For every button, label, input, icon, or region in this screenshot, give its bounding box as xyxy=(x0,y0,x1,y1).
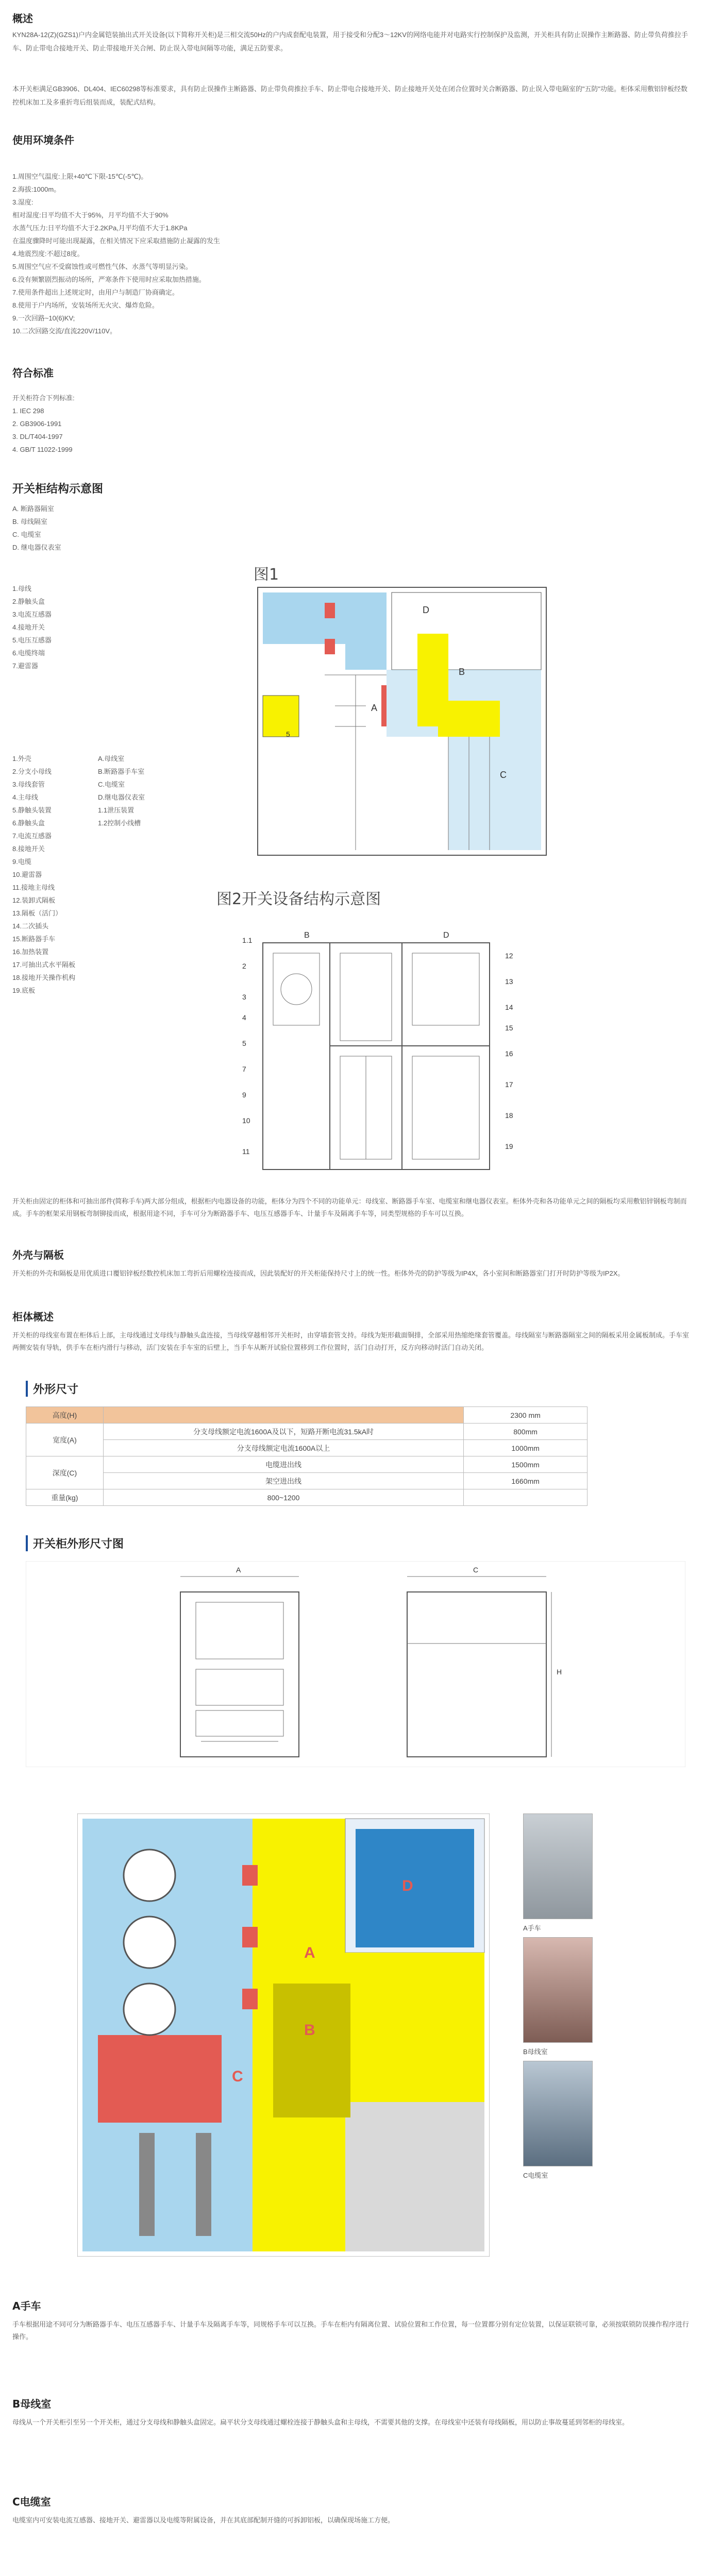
photo-caption: C电缆室 xyxy=(523,2172,548,2179)
table-row xyxy=(26,1473,588,1489)
parts-b-list xyxy=(98,752,145,829)
svg-text:D: D xyxy=(423,605,429,615)
environment-item: 5.周围空气应不受腐蚀性或可燃性气体、水蒸气等明显污染。 xyxy=(12,263,192,270)
environment-list xyxy=(12,170,476,337)
outline-diagram xyxy=(26,1561,685,1767)
part-item: 19.底板 xyxy=(12,987,36,994)
svg-text:4: 4 xyxy=(242,1013,246,1022)
part-item: 15.断路器手车 xyxy=(12,935,56,943)
overview-text-1: KYN28A-12(Z)(GZS1)户内金属铠装抽出式开关设备(以下简称开关柜)是三相交流50Hz的户内成套配电装置，用于接受和分配3～12KV的网络电能并对电路实行控制保护及监测，开关柜具有防止误操作主断路器、防止带负荷推拉手车、防止带电合接地开关、防止带接地开关合闸、防止误入带电间隔等功能，满足五防要求。 xyxy=(12,31,688,52)
parts-a-list xyxy=(12,752,75,997)
svg-text:5: 5 xyxy=(242,1039,246,1047)
section-b-text: 母线从一个开关柜引至另一个开关柜，通过分支母线和静触头盒固定。扁平状分支母线通过螺栓连接于静触头盒和主母线，不需要其他的支撑。在母线室中还装有母线隔板，用以防止事故蔓延到邻柜的母线室。 xyxy=(12,2418,629,2426)
standards-list xyxy=(12,392,75,456)
compartment-list xyxy=(12,502,61,554)
overview-title: 概述 xyxy=(12,12,33,25)
svg-text:17: 17 xyxy=(505,1080,513,1089)
environment-item: 4.地震烈度:不超过8度。 xyxy=(12,250,84,258)
photo-caption: B母线室 xyxy=(523,2048,548,2056)
svg-text:C: C xyxy=(500,770,507,780)
table-cell: 架空进出线 xyxy=(103,1473,463,1489)
fig2-title: 图2开关设备结构示意图 xyxy=(216,890,381,908)
environment-item: 在温度骤降时可能出现凝露，在相关情况下应采取措施防止凝露的发生 xyxy=(12,237,221,245)
part-item: A.母线室 xyxy=(98,755,125,762)
part-item: 1.1泄压装置 xyxy=(98,806,135,814)
environment-item: 2.海拔:1000m。 xyxy=(12,185,61,193)
photo-b-busbar xyxy=(523,1937,593,2043)
part-item: 8.接地开关 xyxy=(12,845,45,853)
part-item: 2.分支小母线 xyxy=(12,768,52,775)
dimensions-table xyxy=(26,1406,588,1506)
environment-item: 7.使用条件超出上述规定时，由用户与制造厂协商确定。 xyxy=(12,289,179,296)
environment-title: 使用环境条件 xyxy=(12,134,74,146)
section-a-title: A手车 xyxy=(12,2300,41,2312)
part-item: B.断路器手车室 xyxy=(98,768,145,775)
svg-text:10: 10 xyxy=(242,1116,250,1125)
table-cell: 重量(kg) xyxy=(26,1489,104,1506)
svg-text:B: B xyxy=(459,667,465,677)
table-cell: 800~1200 xyxy=(103,1489,463,1506)
environment-item: 水蒸气压力:日平均值不大于2.2KPa,月平均值不大于1.8KPa xyxy=(12,224,188,232)
svg-text:9: 9 xyxy=(242,1091,246,1099)
busbar-desc-text: 开关柜的母线室布置在柜体后上部，主母线通过支母线与静触头盒连接，当母线穿越相邻开关柜时，由穿墙套管支持。母线为矩形截面铜排，全部采用热缩绝缘套管覆盖。母线隔室与断路器隔室之间的隔板采用金属板制成。手车室两侧安装有导轨，供手车在柜内滑行与移动，活门安装在手车室的后壁上，当手车从断开试验位置移到工作位置时，活门自动打开，反方向移动时活门自动关闭。 xyxy=(12,1331,690,1351)
svg-text:16: 16 xyxy=(505,1049,513,1058)
part-item: 2.静触头盒 xyxy=(12,598,45,605)
table-cell xyxy=(464,1489,588,1506)
table-cell: 电缆进出线 xyxy=(103,1456,463,1473)
part-item: 9.电缆 xyxy=(12,858,31,866)
svg-text:D: D xyxy=(443,931,449,940)
fig1-title: 图1 xyxy=(254,566,279,584)
part-item: 17.可抽出式水平隔板 xyxy=(12,961,76,969)
part-item: 14.二次插头 xyxy=(12,922,49,930)
compartment-item: C. 电缆室 xyxy=(12,531,41,538)
part-item: 11.接地主母线 xyxy=(12,884,55,891)
structure-title: 开关柜结构示意图 xyxy=(12,483,104,496)
svg-text:13: 13 xyxy=(505,977,513,986)
compartment-item: B. 母线隔室 xyxy=(12,518,47,526)
cabinet-cutaway-diagram-1 xyxy=(77,1814,490,2257)
svg-text:7: 7 xyxy=(242,1065,246,1073)
table-row xyxy=(26,1407,588,1423)
part-item: 18.接地开关操作机构 xyxy=(12,974,76,981)
part-item: 5.电压互感器 xyxy=(12,636,52,644)
table-row xyxy=(26,1440,588,1456)
standards-item: 3. DL/T404-1997 xyxy=(12,433,63,440)
part-item: 4.主母线 xyxy=(12,793,38,801)
compartment-item: D. 继电器仪表室 xyxy=(12,544,61,551)
outline-label-a: A xyxy=(236,1566,241,1574)
section-b-title: B母线室 xyxy=(12,2398,52,2410)
dimensions-title: 外形尺寸 xyxy=(26,1381,78,1397)
compartment-item: A. 断路器隔室 xyxy=(12,505,54,513)
photo-c-cable xyxy=(523,2061,593,2166)
svg-text:A: A xyxy=(371,703,378,713)
part-item: 10.避雷器 xyxy=(12,871,42,878)
part-item: 13.隔板（活门） xyxy=(12,909,62,917)
label-d: D xyxy=(402,1877,413,1894)
table-row xyxy=(26,1423,588,1440)
part-item: C.电缆室 xyxy=(98,781,125,788)
table-cell: 1500mm xyxy=(464,1456,588,1473)
table-cell: 1000mm xyxy=(464,1440,588,1456)
part-item: 12.装卸式隔板 xyxy=(12,896,56,904)
structure-note: 开关柜由固定的柜体和可抽出部件(简称手车)两大部分组成，根据柜内电器设备的功能，柜体分为四个不同的功能单元：母线室、断路器手车室、电缆室和继电器仪表室。柜体外壳和各功能单元之间的隔板均采用敷铝锌钢板弯制而成。手车的框架采用钢板弯制铆接而成，根据用途不同，手车可分为断路器手车、电压互感器手车、计量手车及隔离手车等，同类型规格的手车可以互换。 xyxy=(12,1197,687,1217)
table-row xyxy=(26,1489,588,1506)
figure-2-diagram xyxy=(227,922,557,1180)
part-item: 5.静触头装置 xyxy=(12,806,52,814)
svg-text:5: 5 xyxy=(286,730,290,738)
table-cell: 2300 mm xyxy=(464,1407,588,1423)
section-a-text: 手车根据用途不同可分为断路器手车、电压互感器手车、计量手车及隔离手车等，同规格手车可以互换。手车在柜内有隔离位置、试验位置和工作位置，每一位置都分别有定位装置，以保证联锁可靠，必须按联锁防误操作程序进行操作。 xyxy=(12,2320,690,2341)
table-cell: 1660mm xyxy=(464,1473,588,1489)
part-item: 1.外壳 xyxy=(12,755,31,762)
part-item: 1.2控制小线槽 xyxy=(98,819,141,827)
parts-left-list xyxy=(12,582,52,672)
photo-a-trolley xyxy=(523,1814,593,1919)
svg-text:12: 12 xyxy=(505,952,513,960)
environment-item: 6.没有频繁剧烈振动的场所，严寒条件下使用时应采取加热措施。 xyxy=(12,276,206,283)
environment-item: 8.使用于户内场所，安装场所无火灾、爆炸危险。 xyxy=(12,301,159,309)
svg-text:14: 14 xyxy=(505,1003,513,1011)
environment-item: 3.湿度: xyxy=(12,198,33,206)
standards-item: 1. IEC 298 xyxy=(12,407,44,415)
standards-intro: 开关柜符合下列标准: xyxy=(12,394,75,402)
section-c-text: 电缆室内可安装电流互感器、接地开关、避雷器以及电缆等附属设备，并在其底部配制开缝的可拆卸铝板，以确保现场施工方便。 xyxy=(12,2516,395,2524)
svg-text:3: 3 xyxy=(242,993,246,1001)
busbar-desc-title: 柜体概述 xyxy=(12,1311,54,1323)
svg-text:1.1: 1.1 xyxy=(242,936,253,944)
photo-caption: A手车 xyxy=(523,1924,541,1932)
standards-item: 2. GB3906-1991 xyxy=(12,420,62,428)
part-item: 4.接地开关 xyxy=(12,623,45,631)
svg-text:B: B xyxy=(304,931,310,940)
overview-text-2: 本开关柜满足GB3906、DL404、IEC60298等标准要求，具有防止误操作主断路器、防止带负荷推拉手车、防止带电合接地开关、防止接地开关处在闭合位置时关合断路器、防止误入带电隔室的"五防"功能。柜体采用敷铝锌板经数控机床加工及多重折弯后组装而成，装配式结构。 xyxy=(12,85,688,106)
outline-label-h: H xyxy=(557,1668,562,1676)
table-cell: 分支母线额定电流1600A及以下，短路开断电流31.5kA时 xyxy=(103,1423,463,1440)
part-item: 7.电流互感器 xyxy=(12,832,52,840)
svg-text:18: 18 xyxy=(505,1111,513,1120)
figure-1-diagram xyxy=(253,582,562,860)
environment-item: 10.二次回路交流/直流220V/110V。 xyxy=(12,327,117,335)
part-item: D.继电器仪表室 xyxy=(98,793,145,801)
table-cell: 800mm xyxy=(464,1423,588,1440)
label-a: A xyxy=(304,1944,315,1961)
svg-text:19: 19 xyxy=(505,1142,513,1150)
part-item: 3.电流互感器 xyxy=(12,611,52,618)
part-item: 6.静触头盒 xyxy=(12,819,45,827)
environment-item: 相对湿度:日平均值不大于95%，月平均值不大于90% xyxy=(12,211,169,219)
part-item: 3.母线套管 xyxy=(12,781,45,788)
environment-item: 9.一次回路~10(6)KV; xyxy=(12,314,75,322)
table-cell: 宽度(A) xyxy=(26,1423,104,1456)
shell-text: 开关柜的外壳和隔板是用优质进口覆铝锌板经数控机床加工弯折后用螺栓连接而成，因此装配好的开关柜能保持尺寸上的统一性。柜体外壳的防护等级为IP4X，各小室间和断路器室门打开时防护等级为IP2X。 xyxy=(12,1269,625,1277)
table-cell xyxy=(103,1407,463,1423)
table-row xyxy=(26,1456,588,1473)
table-cell: 分支母线额定电流1600A以上 xyxy=(103,1440,463,1456)
svg-text:15: 15 xyxy=(505,1024,513,1032)
part-item: 16.加热装置 xyxy=(12,948,49,956)
part-item: 7.避雷器 xyxy=(12,662,38,670)
label-b: B xyxy=(304,2022,315,2039)
svg-text:2: 2 xyxy=(242,962,246,970)
environment-item: 1.周围空气温度:上限+40℃下限-15℃(-5℃)。 xyxy=(12,173,148,180)
outline-label-c: C xyxy=(473,1566,479,1574)
standards-item: 4. GB/T 11022-1999 xyxy=(12,446,73,453)
outline-title: 开关柜外形尺寸图 xyxy=(26,1535,124,1551)
part-item: 6.电缆终端 xyxy=(12,649,45,657)
svg-text:11: 11 xyxy=(242,1147,250,1156)
table-cell: 深度(C) xyxy=(26,1456,104,1489)
label-c: C xyxy=(232,2068,243,2085)
standards-title: 符合标准 xyxy=(12,367,54,379)
shell-title: 外壳与隔板 xyxy=(12,1249,64,1261)
part-item: 1.母线 xyxy=(12,585,31,592)
table-cell: 高度(H) xyxy=(26,1407,104,1423)
section-c-title: C电缆室 xyxy=(12,2496,51,2508)
